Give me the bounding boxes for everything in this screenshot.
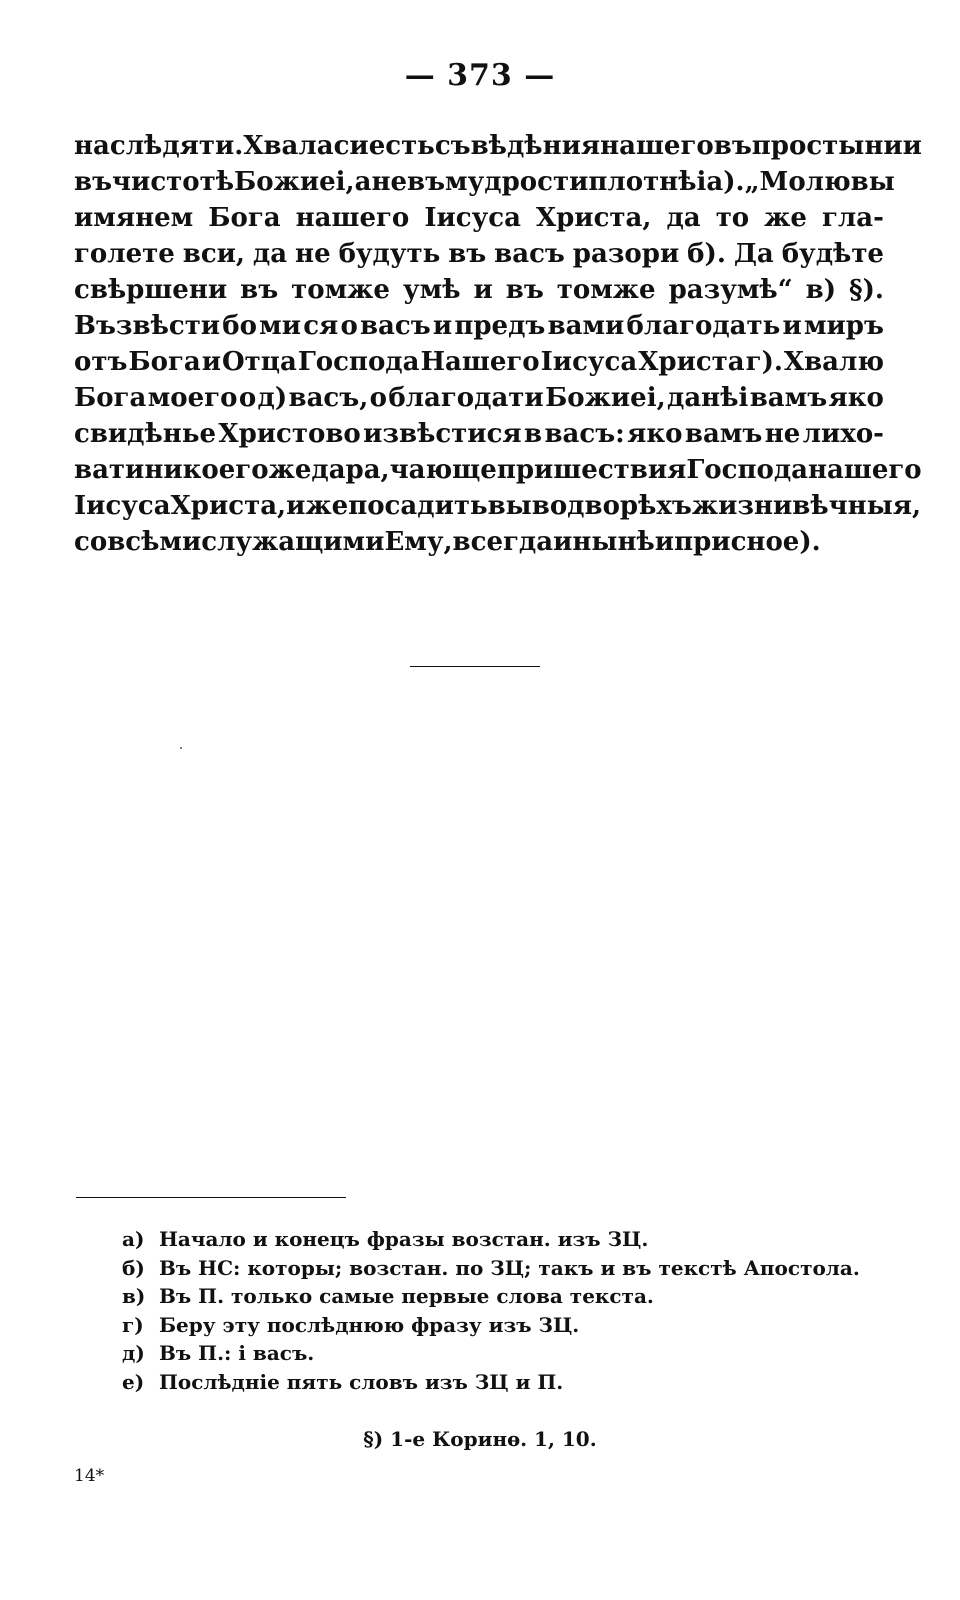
text-word: томже: [291, 275, 390, 305]
text-line: [74, 308, 884, 344]
scripture-reference: §) 1-е Коринѳ. 1, 10.: [363, 1427, 597, 1451]
text-word: моего: [147, 383, 238, 413]
text-word: вси,: [182, 239, 245, 269]
footnote-marker: а): [122, 1227, 145, 1251]
text-word: служащими: [201, 527, 385, 557]
text-word: яко: [828, 383, 884, 413]
text-word: васъ: [494, 239, 565, 269]
text-word: вамъ: [684, 419, 763, 449]
text-word: отъ: [74, 347, 128, 377]
text-word: §).: [849, 275, 884, 305]
text-word: Хвала: [243, 131, 334, 161]
text-word: въ: [240, 275, 279, 305]
footnotes-list: [122, 1225, 882, 1396]
text-word: нынѣ: [572, 527, 655, 557]
text-word: в): [805, 275, 837, 305]
footnote-text: Беру эту послѣднюю фразу изъ ЗЦ.: [158, 1312, 580, 1337]
text-line: [74, 128, 922, 164]
text-word: е).: [782, 527, 821, 557]
footnote-text: Въ П.: і васъ.: [158, 1341, 315, 1365]
text-word: васъ: [359, 311, 431, 341]
text-word: васъ:: [544, 419, 625, 449]
text-word: будѣте: [781, 239, 884, 269]
text-word: си: [333, 131, 369, 161]
text-word: нашего: [295, 203, 410, 233]
text-word: есть: [368, 131, 435, 161]
text-line: [74, 272, 884, 308]
text-word: и: [201, 347, 222, 377]
text-line: [74, 200, 884, 236]
signature-mark: 14*: [74, 1466, 105, 1486]
text-word: въ: [407, 167, 446, 197]
footnote: [122, 1339, 882, 1368]
text-word: Іисуса: [540, 347, 638, 377]
text-word: въ: [505, 275, 544, 305]
footnote: [122, 1254, 882, 1283]
text-word: данѣі: [667, 383, 749, 413]
text-word: бо: [222, 311, 257, 341]
footnote-marker: д): [122, 1341, 145, 1365]
footnote-marker: б): [122, 1255, 145, 1280]
text-word: о: [369, 383, 387, 413]
text-word: съвѣдѣния: [434, 131, 601, 161]
text-word: да: [252, 239, 288, 269]
text-line: [74, 416, 884, 452]
text-word: о: [238, 383, 257, 413]
text-word: Христа,: [170, 491, 287, 521]
text-word: разори: [572, 239, 680, 269]
text-word: „Молю: [744, 167, 851, 197]
text-word: Божиеі,: [545, 383, 666, 413]
text-word: во: [531, 491, 568, 521]
text-word: со: [74, 527, 108, 557]
text-word: мудрости: [445, 167, 589, 197]
text-word: вѣчныя,: [792, 491, 922, 521]
footnote: [122, 1368, 882, 1397]
text-word: голете: [74, 239, 175, 269]
text-word: предъ: [454, 311, 546, 341]
text-word: васъ,: [288, 383, 369, 413]
footnote-marker: е): [122, 1369, 145, 1394]
text-word: д): [257, 383, 288, 413]
text-word: Христово: [218, 419, 361, 449]
text-word: Божиеі,: [234, 167, 355, 197]
text-word: ся: [303, 311, 339, 341]
footnote-text: Въ П. только самые первые слова текста.: [158, 1284, 654, 1308]
footnote: [122, 1282, 882, 1311]
text-word: и: [902, 131, 922, 161]
text-word: не: [371, 167, 408, 197]
main-text: [74, 128, 922, 560]
text-word: вати: [74, 455, 145, 485]
text-word: чающе: [389, 455, 497, 485]
page-number: — 373 —: [404, 58, 556, 93]
section-divider: [410, 666, 540, 667]
text-word: извѣстися: [363, 419, 522, 449]
text-word: чистотѣ: [112, 167, 235, 197]
text-line: [74, 164, 895, 200]
text-word: б).: [687, 239, 726, 269]
text-word: Хвалю: [783, 347, 884, 377]
text-word: же: [764, 203, 807, 233]
text-word: и: [432, 311, 453, 341]
text-word: нашего: [808, 455, 922, 485]
footnote-text: Послѣдніе пять словъ изъ ЗЦ и П.: [158, 1369, 564, 1394]
print-speck: [180, 747, 182, 749]
text-word: вы: [487, 491, 532, 521]
text-word: дворѣхъ: [567, 491, 692, 521]
text-word: будуть: [338, 239, 441, 269]
text-word: гла-: [822, 203, 884, 233]
text-line: [74, 488, 922, 524]
text-word: Възвѣсти: [74, 311, 221, 341]
text-word: умѣ: [402, 275, 461, 305]
text-word: Іисуса: [424, 203, 521, 233]
text-word: ми: [259, 311, 302, 341]
text-word: а).: [706, 167, 745, 197]
text-word: г).: [745, 347, 783, 377]
text-line: [74, 236, 884, 272]
text-line: [74, 524, 884, 560]
text-word: Бога: [128, 347, 201, 377]
footnote-divider: [76, 1197, 346, 1198]
text-word: Христа: [638, 347, 745, 377]
footnote-text: Начало и конецъ фразы возстан. изъ ЗЦ.: [158, 1227, 649, 1251]
text-word: свидѣнье: [74, 419, 217, 449]
footnote-text: Въ НС: которы; возстан. по ЗЦ; такъ и въ текстѣ Апостола.: [158, 1255, 860, 1280]
text-word: Христа,: [535, 203, 652, 233]
text-word: не: [295, 239, 331, 269]
text-word: яко: [627, 419, 683, 449]
text-word: всѣми: [107, 527, 202, 557]
text-word: и: [473, 275, 493, 305]
text-word: Бога: [74, 383, 147, 413]
text-word: и: [654, 527, 675, 557]
text-word: въ: [448, 239, 487, 269]
text-word: лихо-: [802, 419, 884, 449]
text-word: наслѣдяти.: [74, 131, 244, 161]
text-word: а: [354, 167, 372, 197]
text-word: в: [524, 419, 543, 449]
text-word: Да: [733, 239, 774, 269]
text-word: Нашего: [420, 347, 540, 377]
text-word: разумѣ“: [668, 275, 793, 305]
footnote: [122, 1225, 882, 1254]
text-word: простыни: [751, 131, 903, 161]
text-word: вы: [850, 167, 895, 197]
text-word: же: [268, 455, 312, 485]
text-word: посадить: [348, 491, 488, 521]
text-word: то: [715, 203, 750, 233]
text-word: присно: [674, 527, 783, 557]
text-word: да: [666, 203, 701, 233]
text-word: въ: [713, 131, 752, 161]
text-word: не: [764, 419, 801, 449]
text-word: свѣршени: [74, 275, 228, 305]
text-word: дара,: [311, 455, 390, 485]
text-line: [74, 344, 884, 380]
text-word: никоего: [144, 455, 269, 485]
text-word: Господа: [297, 347, 420, 377]
text-word: пришествия: [496, 455, 687, 485]
text-word: нашего: [600, 131, 714, 161]
text-word: миръ: [803, 311, 884, 341]
text-word: благодать: [626, 311, 781, 341]
footnote: [122, 1311, 882, 1340]
text-word: и: [782, 311, 802, 341]
text-word: томже: [556, 275, 656, 305]
footnote-marker: г): [122, 1312, 144, 1337]
text-word: Ему,: [384, 527, 453, 557]
text-word: и: [553, 527, 573, 557]
text-word: благодати: [388, 383, 544, 413]
text-word: въ: [74, 167, 113, 197]
text-word: всегда: [452, 527, 554, 557]
text-word: Бога: [208, 203, 281, 233]
text-line: [74, 452, 922, 488]
text-word: плотнѣі: [588, 167, 707, 197]
text-word: Господа: [686, 455, 808, 485]
text-word: Отца: [222, 347, 297, 377]
text-word: вами: [547, 311, 625, 341]
text-line: [74, 380, 884, 416]
text-word: имянем: [74, 203, 194, 233]
text-word: вамъ: [749, 383, 828, 413]
text-word: о: [340, 311, 358, 341]
footnote-marker: в): [122, 1284, 146, 1308]
text-word: Іисуса: [74, 491, 171, 521]
text-word: жизни: [691, 491, 793, 521]
text-word: иже: [286, 491, 349, 521]
